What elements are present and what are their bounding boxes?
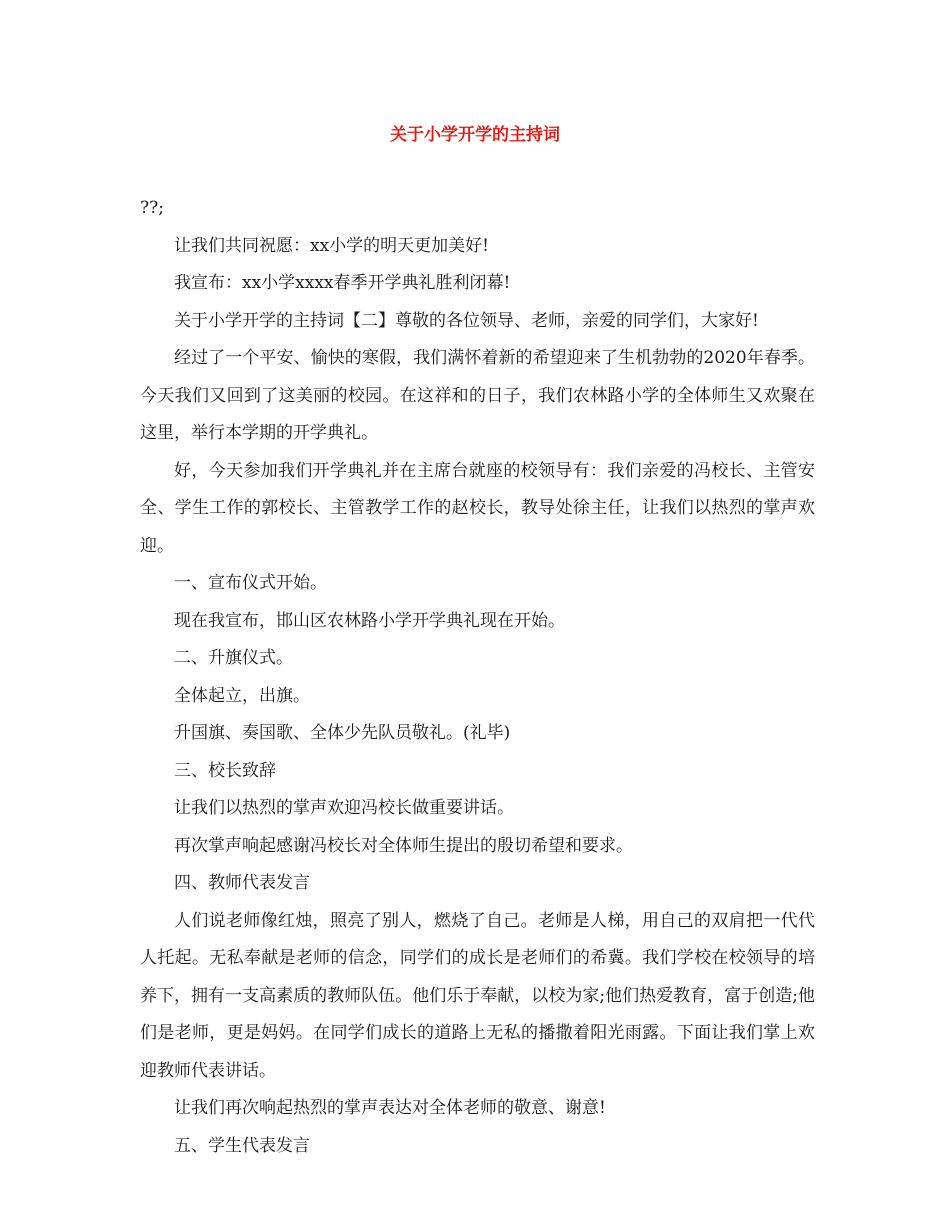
paragraph: 关于小学开学的主持词【二】尊敬的各位领导、老师，亲爱的同学们，大家好!	[174, 310, 759, 331]
paragraph: 好，今天参加我们开学典礼并在主席台就座的校领导有：我们亲爱的冯校长、主管安全、学生工作的郭校长、主管教学工作的赵校长，教导处徐主任，让我们以热烈的掌声欢迎。	[140, 460, 815, 556]
document-title: 关于小学开学的主持词	[390, 125, 560, 145]
section-heading: 三、校长致辞	[174, 760, 276, 781]
paragraph: 让我们再次响起热烈的掌声表达对全体老师的敬意、谢意!	[174, 1098, 606, 1118]
paragraph: 经过了一个平安、愉快的寒假，我们满怀着新的希望迎来了生机勃勃的2020年春季。今天我们又回到了这美丽的校园。在这祥和的日子，我们农林路小学的全体师生又欢聚在这里，举行本学期的开学典礼。	[140, 348, 815, 443]
section-heading: 五、学生代表发言	[174, 1135, 310, 1156]
section-heading: 一、宣布仪式开始。	[174, 573, 327, 593]
paragraph: 让我们共同祝愿：xx小学的明天更加美好!	[174, 235, 490, 256]
paragraph: 现在我宣布，邯山区农林路小学开学典礼现在开始。	[174, 610, 565, 631]
paragraph: 人们说老师像红烛，照亮了别人，燃烧了自己。老师是人梯，用自己的双肩把一代代人托起。无私奉献是老师的信念，同学们的成长是老师们的希冀。我们学校在校领导的培养下，拥有一支高素质的教师队伍。他们乐于奉献，以校为家;他们热爱教育，富于创造;他们是老师，更是妈妈。在同学们成长的道路上无私的播撒着阳光雨露。下面让我们掌上欢迎教师代表讲话。	[140, 910, 815, 1081]
section-heading: 四、教师代表发言	[174, 873, 310, 893]
section-heading: 二、升旗仪式。	[174, 648, 293, 668]
paragraph: 再次掌声响起感谢冯校长对全体师生提出的殷切希望和要求。	[174, 835, 633, 856]
paragraph: 让我们以热烈的掌声欢迎冯校长做重要讲话。	[174, 798, 514, 818]
paragraph: 升国旗、奏国歌、全体少先队员敬礼。(礼毕)	[174, 723, 511, 743]
paragraph: ??;	[140, 198, 164, 218]
document-body	[140, 190, 815, 1165]
paragraph: 我宣布：xx小学xxxx春季开学典礼胜利闭幕!	[174, 273, 511, 293]
paragraph: 全体起立，出旗。	[174, 685, 310, 706]
